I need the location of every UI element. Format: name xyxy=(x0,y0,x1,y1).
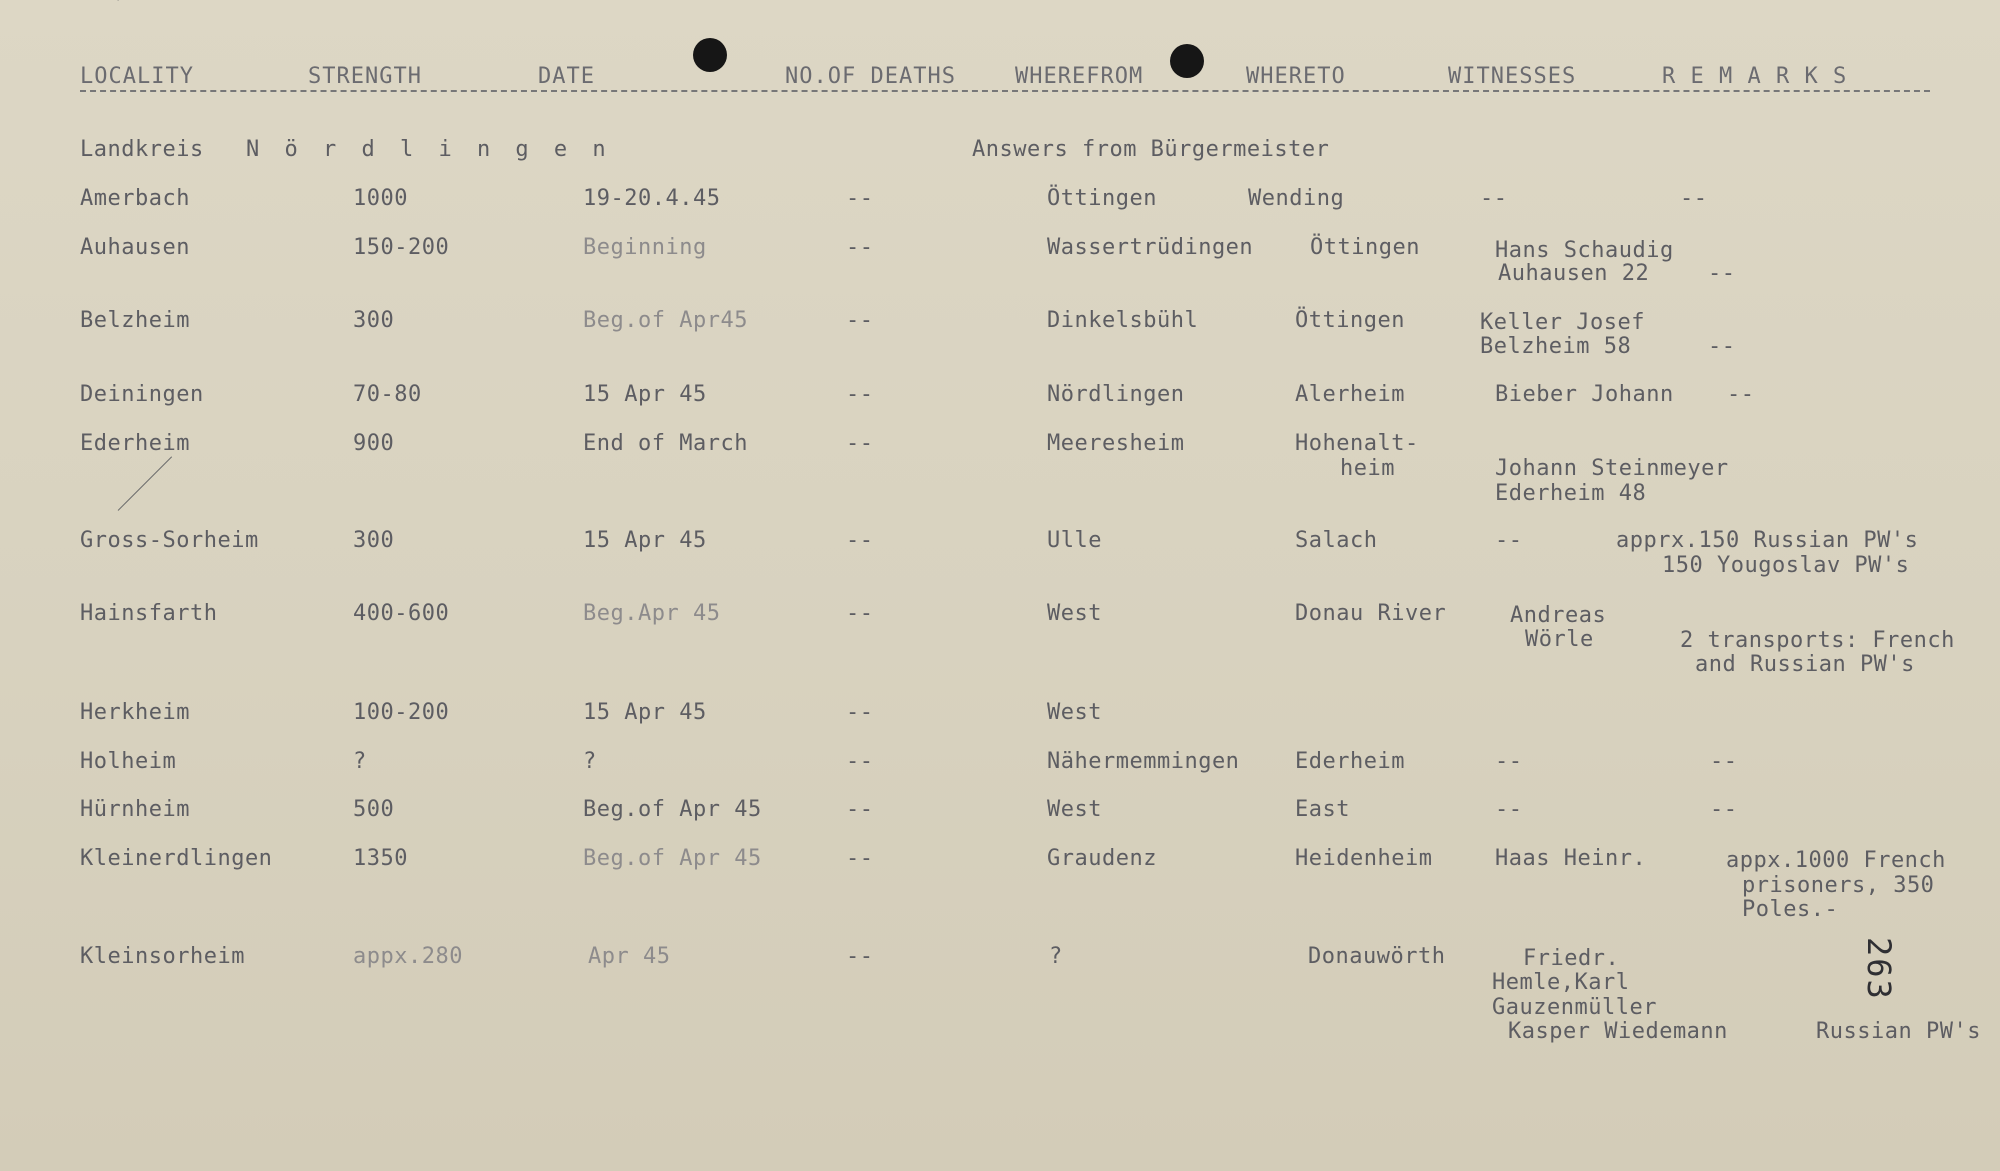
row-deaths: -- xyxy=(846,431,874,456)
row-strength: 500 xyxy=(353,797,395,822)
row-date: 15 Apr 45 xyxy=(583,700,707,725)
row-whereto: Salach xyxy=(1295,528,1378,553)
row-strength: ? xyxy=(353,749,367,774)
row-locality: Ederheim xyxy=(80,431,190,456)
pen-stroke xyxy=(118,456,172,510)
header-strength: STRENGTH xyxy=(308,64,422,89)
row-whereto: Hohenalt- xyxy=(1295,431,1419,456)
row-remark: 2 transports: French xyxy=(1680,628,1955,653)
row-deaths: -- xyxy=(846,749,874,774)
row-remark: apprx.150 Russian PW's xyxy=(1616,528,1919,553)
row-strength: 1000 xyxy=(353,186,408,211)
row-locality: Hürnheim xyxy=(80,797,190,822)
row-remark: -- xyxy=(1708,261,1736,286)
row-locality: Deiningen xyxy=(80,382,204,407)
row-locality: Hainsfarth xyxy=(80,601,218,626)
row-date: Beg.of Apr45 xyxy=(583,308,748,333)
row-date: Beg.of Apr 45 xyxy=(583,797,762,822)
row-deaths: -- xyxy=(846,601,874,626)
margin-mark xyxy=(118,0,124,1)
row-remark: Russian PW's xyxy=(1816,1019,1981,1044)
row-witness-address: Auhausen 22 xyxy=(1498,261,1650,286)
row-whereto: Heidenheim xyxy=(1295,846,1433,871)
row-date: 19-20.4.45 xyxy=(583,186,721,211)
row-locality: Kleinerdlingen xyxy=(80,846,273,871)
row-locality: Belzheim xyxy=(80,308,190,333)
row-whereto: Wending xyxy=(1248,186,1345,211)
row-witness-address: Ederheim 48 xyxy=(1495,481,1647,506)
row-wherefrom: Nähermemmingen xyxy=(1047,749,1240,774)
row-witness: Friedr. xyxy=(1523,946,1620,971)
row-witness: Keller Josef xyxy=(1480,310,1645,335)
row-date: Beg.Apr 45 xyxy=(583,601,721,626)
row-remark: appx.1000 French xyxy=(1726,848,1946,873)
row-witness: Johann Steinmeyer xyxy=(1495,456,1729,481)
row-witness-cont3: Kasper Wiedemann xyxy=(1508,1019,1728,1044)
row-strength: 1350 xyxy=(353,846,408,871)
header-deaths: NO.OF DEATHS xyxy=(785,64,956,89)
row-date: Beginning xyxy=(583,235,707,260)
row-deaths: -- xyxy=(846,382,874,407)
row-witness: -- xyxy=(1495,797,1523,822)
punch-hole-left xyxy=(693,38,727,72)
header-underline xyxy=(80,90,1930,92)
row-wherefrom: Nördlingen xyxy=(1047,382,1185,407)
row-witness-cont: Wörle xyxy=(1525,627,1594,652)
row-witness: Haas Heinr. xyxy=(1495,846,1647,871)
row-whereto: Alerheim xyxy=(1295,382,1405,407)
punch-hole-right xyxy=(1170,44,1204,78)
row-remark-cont: 150 Yougoslav PW's xyxy=(1662,553,1910,578)
header-remarks: R E M A R K S xyxy=(1662,64,1848,89)
row-whereto: Öttingen xyxy=(1295,308,1405,333)
row-whereto-cont: heim xyxy=(1340,456,1395,481)
row-remark: -- xyxy=(1680,186,1708,211)
row-remark-cont: prisoners, 350 xyxy=(1742,873,1935,898)
row-deaths: -- xyxy=(846,308,874,333)
row-witness: -- xyxy=(1495,528,1523,553)
row-strength: 300 xyxy=(353,308,395,333)
row-whereto: Donauwörth xyxy=(1308,944,1446,969)
row-strength: 150-200 xyxy=(353,235,450,260)
row-wherefrom: West xyxy=(1047,700,1102,725)
row-wherefrom: Dinkelsbühl xyxy=(1047,308,1199,333)
row-deaths: -- xyxy=(846,528,874,553)
district-name: N ö r d l i n g e n xyxy=(246,137,612,162)
row-locality: Auhausen xyxy=(80,235,190,260)
row-wherefrom: ? xyxy=(1049,944,1063,969)
row-deaths: -- xyxy=(846,235,874,260)
row-locality: Gross-Sorheim xyxy=(80,528,259,553)
row-date: 15 Apr 45 xyxy=(583,528,707,553)
row-strength: 400-600 xyxy=(353,601,450,626)
row-wherefrom: West xyxy=(1047,601,1102,626)
row-deaths: -- xyxy=(846,846,874,871)
row-remark-cont2: Poles.- xyxy=(1742,897,1839,922)
row-strength: 70-80 xyxy=(353,382,422,407)
row-witness: -- xyxy=(1480,186,1508,211)
header-date: DATE xyxy=(538,64,595,89)
row-deaths: -- xyxy=(846,944,874,969)
row-locality: Herkheim xyxy=(80,700,190,725)
row-remark: -- xyxy=(1708,334,1736,359)
row-date: 15 Apr 45 xyxy=(583,382,707,407)
row-wherefrom: Wassertrüdingen xyxy=(1047,235,1254,260)
row-witness-cont: Hemle,Karl xyxy=(1492,970,1630,995)
row-whereto: Öttingen xyxy=(1310,235,1420,260)
row-strength: 900 xyxy=(353,431,395,456)
row-date: End of March xyxy=(583,431,748,456)
row-remark: -- xyxy=(1710,749,1738,774)
district-source: Answers from Bürgermeister xyxy=(972,137,1330,162)
row-witness: -- xyxy=(1495,749,1523,774)
header-locality: LOCALITY xyxy=(80,64,194,89)
row-strength: 100-200 xyxy=(353,700,450,725)
row-deaths: -- xyxy=(846,700,874,725)
row-locality: Amerbach xyxy=(80,186,190,211)
row-witness: Hans Schaudig xyxy=(1495,238,1674,263)
row-date: Beg.of Apr 45 xyxy=(583,846,762,871)
row-witness-cont2: Gauzenmüller xyxy=(1492,995,1657,1020)
row-deaths: -- xyxy=(846,186,874,211)
district-label: Landkreis xyxy=(80,137,204,162)
row-wherefrom: Meeresheim xyxy=(1047,431,1185,456)
row-whereto: Ederheim xyxy=(1295,749,1405,774)
row-strength: 300 xyxy=(353,528,395,553)
row-whereto: Donau River xyxy=(1295,601,1447,626)
header-witnesses: WITNESSES xyxy=(1448,64,1577,89)
row-wherefrom: West xyxy=(1047,797,1102,822)
row-remark: -- xyxy=(1727,382,1755,407)
page-number: 263 xyxy=(1860,937,1898,1001)
header-wherefrom: WHEREFROM xyxy=(1015,64,1144,89)
row-locality: Holheim xyxy=(80,749,177,774)
row-wherefrom: Graudenz xyxy=(1047,846,1157,871)
row-whereto: East xyxy=(1295,797,1350,822)
row-remark-cont: and Russian PW's xyxy=(1695,652,1915,677)
row-date: ? xyxy=(583,749,597,774)
row-deaths: -- xyxy=(846,797,874,822)
row-witness: Andreas xyxy=(1510,603,1607,628)
row-witness-address: Belzheim 58 xyxy=(1480,334,1632,359)
row-locality: Kleinsorheim xyxy=(80,944,245,969)
row-wherefrom: Öttingen xyxy=(1047,186,1157,211)
row-date: Apr 45 xyxy=(588,944,671,969)
row-wherefrom: Ulle xyxy=(1047,528,1102,553)
row-witness: Bieber Johann xyxy=(1495,382,1674,407)
row-strength: appx.280 xyxy=(353,944,463,969)
row-remark: -- xyxy=(1710,797,1738,822)
header-whereto: WHERETO xyxy=(1246,64,1346,89)
